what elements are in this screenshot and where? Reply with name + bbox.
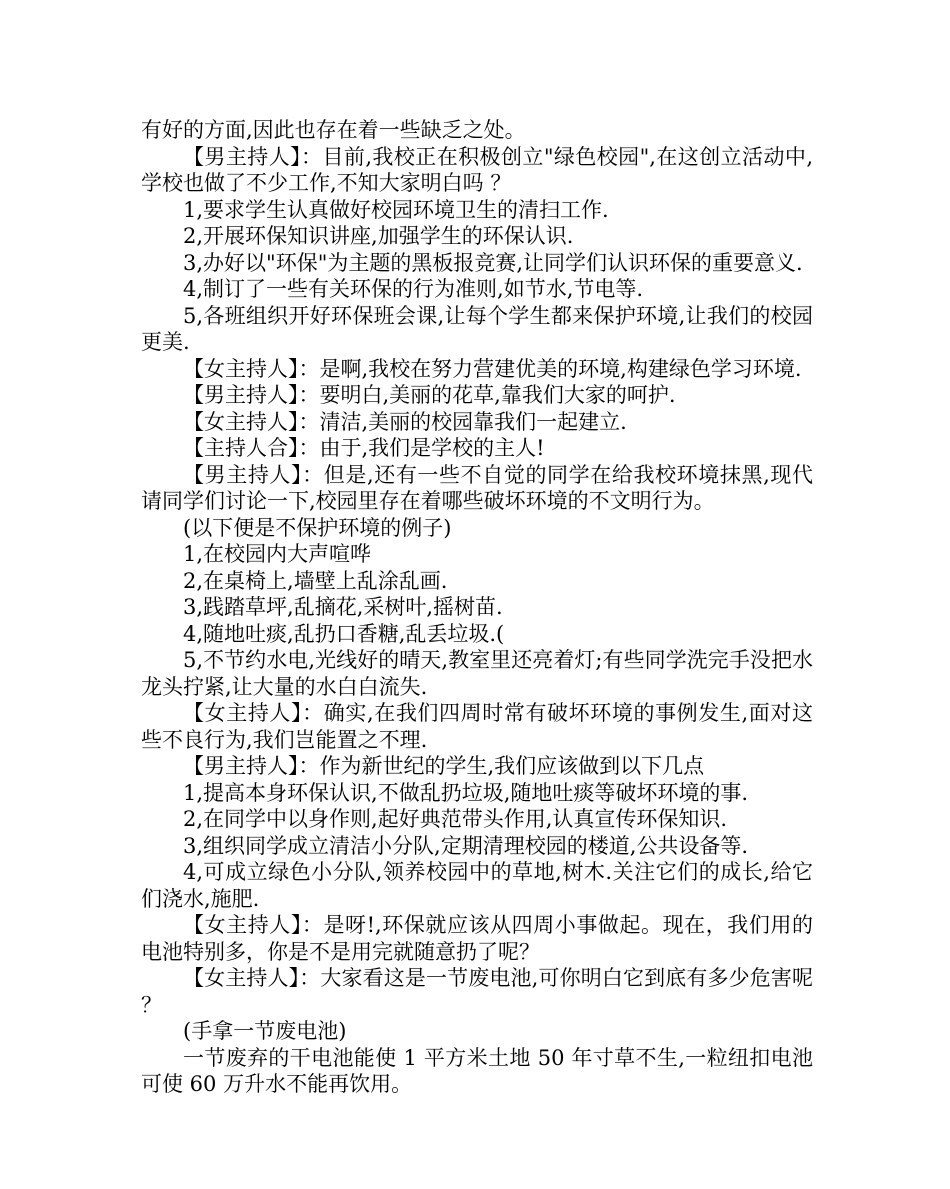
paragraph: (以下便是不保护环境的例子) <box>183 515 452 540</box>
paragraph: 【女主持人】：是呀!,环保就应该从四周小事做起。现在，我们用的电池特别多，你是不是用完就随意扔了呢？ <box>141 913 813 964</box>
paragraph: (手拿一节废电池) <box>183 1019 347 1043</box>
paragraph: 【男主持人】：要明白,美丽的花草,靠我们大家的呵护. <box>183 383 676 407</box>
paragraph: 2,在桌椅上,墙壁上乱涂乱画. <box>183 568 448 593</box>
paragraph: 【女主持人】：确实,在我们四周时常有破坏环境的事例发生,面对这些不良行为,我们岂能置之不理. <box>141 701 813 752</box>
paragraph: 【男主持人】：作为新世纪的学生,我们应该做到以下几点 <box>183 754 705 778</box>
paragraph: 3,践踏草坪,乱摘花,采树叶,摇树苗. <box>183 595 503 619</box>
paragraph: 【男主持人】：但是,还有一些不自觉的同学在给我校环境抹黑,现代请同学们讨论一下,校园里存在着哪些破坏环境的不文明行为。 <box>141 462 813 513</box>
document-body <box>141 117 820 1098</box>
paragraph: 一节废弃的干电池能使 1 平方米土地 50 年寸草不生,一粒纽扣电池可使 60 万升水不能再饮用。 <box>141 1045 813 1096</box>
paragraph: 3,组织同学成立清洁小分队,定期清理校园的楼道,公共设备等. <box>183 833 749 858</box>
paragraph: 【主持人合】：由于,我们是学校的主人! <box>183 436 545 460</box>
paragraph: 3,办好以"环保"为主题的黑板报竞赛,让同学们认识环保的重要意义. <box>183 250 803 275</box>
paragraph: 【女主持人】：清洁,美丽的校园靠我们一起建立. <box>183 409 627 434</box>
paragraph: 4,可成立绿色小分队,领养校园中的草地,树木.关注它们的成长,给它们浇水,施肥. <box>141 860 813 911</box>
paragraph: 2,开展环保知识讲座,加强学生的环保认识. <box>183 224 574 248</box>
paragraph: 2,在同学中以身作则,起好典范带头作用,认真宣传环保知识. <box>183 807 728 831</box>
paragraph: 1,提高本身环保认识,不做乱扔垃圾,随地吐痰等破坏环境的事. <box>183 780 749 805</box>
paragraph: 4,制订了一些有关环保的行为准则,如节水,节电等. <box>183 277 644 301</box>
paragraph: 4,随地吐痰,乱扔口香糖,乱丢垃圾.( <box>183 621 505 646</box>
paragraph: 5,不节约水电,光线好的晴天,教室里还亮着灯;有些同学洗完手没把水龙头拧紧,让大量的水白白流失. <box>141 648 813 699</box>
paragraph: 【男主持人】：目前,我校正在积极创立"绿色校园",在这创立活动中,学校也做了不少工作,不知大家明白吗 ？ <box>141 144 813 195</box>
paragraph: 【女主持人】：是啊,我校在努力营建优美的环境,构建绿色学习环境. <box>183 356 802 381</box>
paragraph: 有好的方面,因此也存在着一些缺乏之处。 <box>141 118 526 142</box>
paragraph: 1,在校园内大声喧哗 <box>183 542 372 566</box>
paragraph: 【女主持人】：大家看这是一节废电池,可你明白它到底有多少危害呢 ？ <box>141 966 820 1017</box>
paragraph: 5,各班组织开好环保班会课,让每个学生都来保护环境,让我们的校园更美. <box>141 303 813 354</box>
paragraph: 1,要求学生认真做好校园环境卫生的清扫工作. <box>183 197 609 222</box>
